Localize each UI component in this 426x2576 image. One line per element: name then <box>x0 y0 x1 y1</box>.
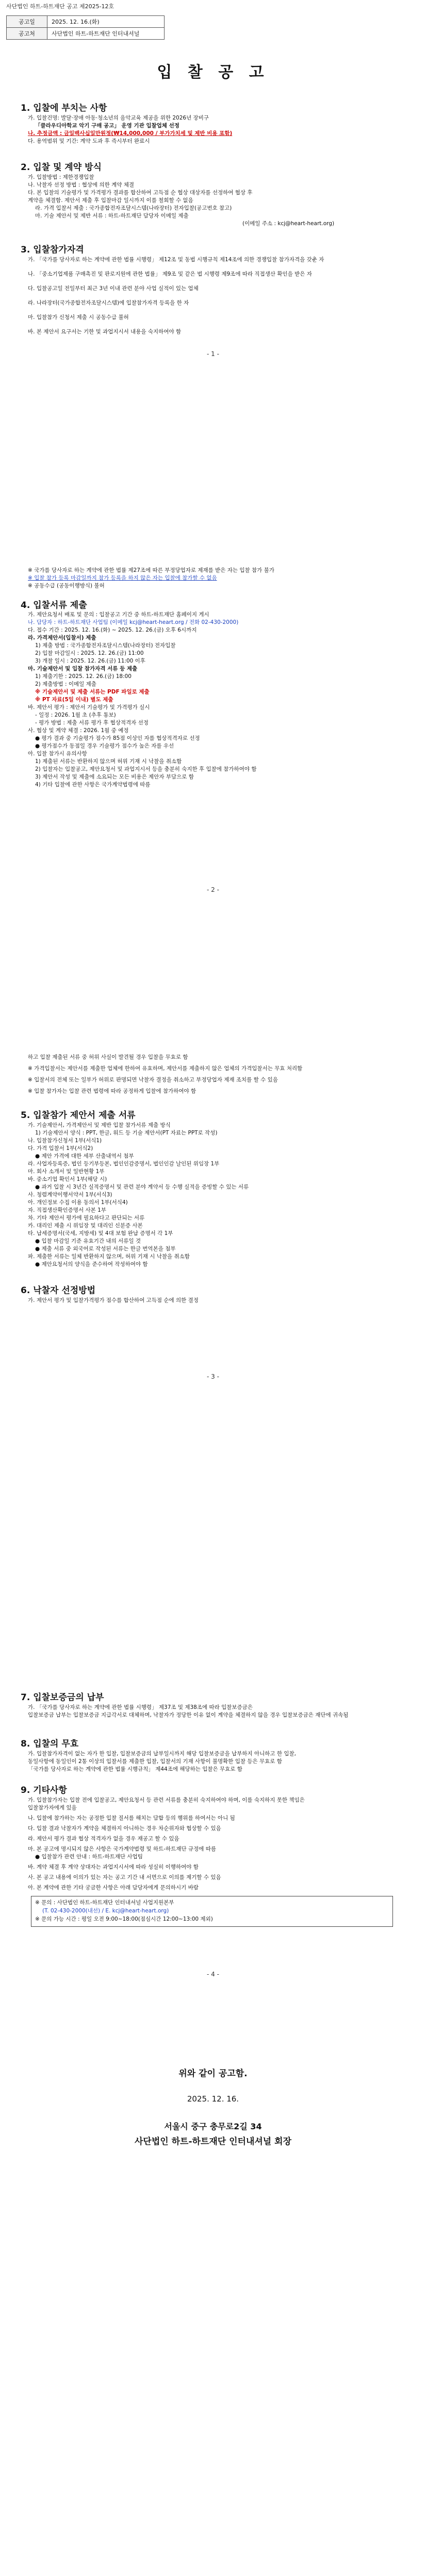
section-9-line: 바. 계약 체결 후 계약 상대자는 과업지시서에 따라 성실히 이행하여야 함 <box>28 1864 199 1870</box>
section-4-line: 3) 개찰 일시 : 2025. 12. 26.(금) 11:00 이후 <box>35 658 145 664</box>
section-4-line: - 일정 : 2026. 1월 초 (추후 통보) <box>35 712 116 718</box>
section-4-line: 나. 담당자 : 하트-하트재단 사업팀 (이메일 kcj@heart-heart.org / 전화 02-430-2000) <box>28 619 239 625</box>
section-6-title: 6. 낙찰자 선정방법 <box>21 1285 96 1296</box>
section-9-line: 마. 본 공고에 명시되지 않은 사항은 국가계약법령 및 하트-하트재단 규정에 따름 <box>28 1846 217 1852</box>
section-9-line: 아. 본 계약에 관한 기타 궁금한 사항은 아래 담당자에게 문의하시기 바람 <box>28 1885 199 1891</box>
section-4-line: 라. 가격제안서(입찰서) 제출 <box>28 635 96 641</box>
section-6-line: 가. 제안서 평가 및 입찰가격평가 점수를 합산하여 고득점 순에 의한 결정 <box>28 1297 199 1303</box>
section-5-line: ● 입찰 마감일 기준 유효기간 내의 서류일 것 <box>35 1238 141 1244</box>
section-3-cont-line: ※ 공동수급 (공동이행방식) 불허 <box>28 583 105 589</box>
section-5-line: ● 과거 입찰 시 3년간 실적증명서 및 관련 분야 계약서 등 수행 실적을 증빙할 수 있는 서류 <box>35 1184 249 1190</box>
section-4-line: 마. 기술제안서 및 입찰 참가자격 서류 등 제출 <box>28 666 138 672</box>
section-5-title: 5. 입찰참가 제안서 제출 서류 <box>21 1110 136 1121</box>
section-4-line: 2) 입찰 마감일시 : 2025. 12. 26.(금) 11:00 <box>35 650 144 656</box>
contact-line: (T. 02-430-2000(내선) / E. kcj@heart-heart.org) <box>42 1908 169 1914</box>
meta-value: 2025. 12. 16.(화) <box>47 16 165 28</box>
closing-address: 서울시 중구 충무로2길 34 <box>164 2122 262 2131</box>
closing-organization: 사단법인 하트-하트재단 인터내셔널 회장 <box>135 2137 291 2147</box>
page-number: - 3 - <box>207 1373 219 1380</box>
section-1-line: 가. 입찰건명: 발달·장애 아동·청소년의 음악교육 제공을 위한 2026년 장비구 <box>28 115 209 121</box>
document-title: 입 찰 공 고 <box>157 63 269 81</box>
section-9-line: ● 입찰참가 관련 안내 : 하트-하트재단 사업팀 <box>35 1854 143 1860</box>
contact-line: ※ 문의 : 사단법인 하트-하트재단 인터내셔널 사업지원본부 <box>35 1900 174 1906</box>
section-5-line: 아. 개인정보 수집 이용 동의서 1부(서식4) <box>28 1199 128 1206</box>
section-1-title: 1. 입찰에 부치는 사항 <box>21 103 107 113</box>
section-4-line: ※ PT 자료(5일 이내) 별도 제출 <box>35 697 113 703</box>
section-7-title: 7. 입찰보증금의 납부 <box>21 1692 104 1703</box>
contact-line: ※ 문의 가능 시간 : 평일 오전 9:00~18:00(점심시간 12:00~13:00 제외) <box>35 1916 213 1922</box>
section-3-line: 라. 나라장터(국가종합전자조달시스템)에 입찰참가자격 등록을 한 자 <box>28 300 189 306</box>
section-3-line: 마. 입찰참가 신청서 제출 시 공동수급 불허 <box>28 314 129 320</box>
section-3-title: 3. 입찰참가자격 <box>21 245 84 255</box>
section-4-cont-line: ※ 입찰 참가자는 입찰 관련 법령에 따라 공정하게 입찰에 참가하여야 함 <box>28 1088 196 1094</box>
page-2 <box>0 567 426 1056</box>
section-5-line: 차. 기타 제안서 평가에 필요하다고 판단되는 서류 <box>28 1215 145 1221</box>
section-2-line: 가. 입찰방법 : 제한경쟁입찰 <box>28 174 94 180</box>
section-2-line: 라. 가격 입찰서 제출 : 국가종합전자조달시스템(나라장터) 전자입찰(공고번호 참고) <box>35 205 232 211</box>
section-4-line: 2) 입찰자는 입찰공고, 제안요청서 및 과업지시서 등을 충분히 숙지한 후 입찰에 참가하여야 함 <box>35 766 257 772</box>
section-2-line: 마. 기술 제안서 및 제반 서류 : 하트-하트재단 담당자 이메일 제출 <box>35 213 189 219</box>
section-8-line: 가. 입찰참가자격이 없는 자가 한 입찰, 입찰보증금의 납부일시까지 해당 입찰보증금을 납부하지 아니하고 한 입찰, <box>28 1751 296 1757</box>
section-8-title: 8. 입찰의 무효 <box>21 1739 79 1749</box>
section-1-line: 다. 용역범위 및 기간: 계약 도과 후 즉시부터 완료시 <box>28 138 150 144</box>
section-4-line: 1) 제출 방법 : 국가종합전자조달시스템(나라장터) 전자입찰 <box>35 642 176 649</box>
section-2-line: (이메일 주소 : kcj@heart-heart.org) <box>242 221 335 227</box>
section-2-line: 계약을 체결함. 제안서 제출 후 입찰마감 일시까지 이를 철회할 수 없음 <box>28 197 193 204</box>
section-1-line: 「클라우디아학교 악기 구매 공고」 운영 기관 입찰업체 선정 <box>35 123 179 129</box>
section-5-line: 다. 가격 입찰서 1부(서식2) <box>28 1145 93 1151</box>
section-4-line: 가. 제안요청서 배포 및 문의 : 입찰공고 기간 중 하트-하트재단 홈페이지 게시 <box>28 612 209 618</box>
section-4-line: 바. 제안서 평가 : 제안서 기술평가 및 가격평가 실시 <box>28 704 150 710</box>
section-9-title: 9. 기타사항 <box>21 1785 67 1795</box>
section-4-title: 4. 입찰서류 제출 <box>21 600 87 611</box>
section-3-line: 나. 「중소기업제품 구매촉진 및 판로지원에 관한 법률」 제9조 및 같은 법 시행령 제9조에 따라 직접생산 확인을 받은 자 <box>28 271 312 277</box>
section-5-line: ● 제안요청서의 양식을 준수하여 작성하여야 함 <box>35 1261 148 1267</box>
section-9-line: 사. 본 공고 내용에 이의가 있는 자는 공고 기간 내 서면으로 이의를 제기할 수 있음 <box>28 1874 221 1880</box>
section-9-line: 가. 입찰참가자는 입찰 전에 입찰공고, 제안요청서 등 관련 서류를 충분히 숙지하여야 하며, 이를 숙지하지 못한 책임은 <box>28 1797 305 1803</box>
section-4-line: 아. 입찰 참가시 유의사항 <box>28 751 87 757</box>
section-4-line: 1) 제출된 서류는 반환하지 않으며 허위 기재 시 낙찰을 취소함 <box>35 758 182 765</box>
meta-key: 공고일 <box>7 16 47 28</box>
closing-date: 2025. 12. 16. <box>187 2094 239 2104</box>
section-3-cont-line: ※ 국가를 당사자로 하는 계약에 관한 법률 제27조에 따른 부정당업자로 제재를 받은 자는 입찰 참가 불가 <box>28 567 274 573</box>
page-number: - 4 - <box>207 1971 219 1978</box>
notice-meta-table <box>6 15 165 40</box>
section-4-line: 다. 접수 기간 : 2025. 12. 16.(화) ~ 2025. 12. 26.(금) 오후 6시까지 <box>28 627 197 633</box>
section-3-cont-line: ※ 입찰 참가 등록 마감일까지 참가 등록을 하지 않은 자는 입찰에 참가할 수 없음 <box>28 575 217 581</box>
section-5-line: 라. 사업자등록증, 법인 등기부등본, 법인인감증명서, 법인인감 날인된 위임장 1부 <box>28 1161 220 1167</box>
section-9-line: 다. 입찰 결과 낙찰자가 계약을 체결하지 아니하는 경우 차순위자와 협상할 수 있음 <box>28 1825 221 1832</box>
section-5-line: ● 제안 가격에 대한 세부 산출내역서 첨부 <box>35 1153 134 1159</box>
section-2-title: 2. 입찰 및 계약 방식 <box>21 162 102 173</box>
section-2-line: 나. 낙찰자 선정 방법 : 협상에 의한 계약 체결 <box>28 182 135 188</box>
section-4-cont-line: ※ 가격입찰서는 제안서를 제출한 업체에 한하여 유효하며, 제안서를 제출하지 않은 업체의 가격입찰서는 무효 처리함 <box>28 1065 303 1072</box>
section-4-line: 4) 기타 입찰에 관한 사항은 국가계약법령에 따름 <box>35 782 151 788</box>
section-4-cont-line: 하고 입찰 제출된 서류 중 허위 사실이 발견될 경우 입찰을 무효로 함 <box>28 1054 188 1060</box>
section-5-line: 나. 입찰참가신청서 1부(서식1) <box>28 1138 102 1144</box>
section-7-line: 가. 「국가를 당사자로 하는 계약에 관한 법률 시행령」 제37조 및 제38조에 따라 입찰보증금은 <box>28 1704 253 1710</box>
section-9-line: 입찰참가자에게 있음 <box>28 1805 77 1811</box>
page-5 <box>0 2174 426 2576</box>
section-8-line: 동일사항에 동일인이 2통 이상의 입찰서를 제출한 입찰, 입찰서의 기재 사항이 불명확한 입찰 등은 무효로 함 <box>28 1758 282 1765</box>
section-4-cont-line: ※ 입찰서의 전체 또는 일부가 허위로 판명되면 낙찰자 결정을 취소하고 부정당업자 제재 조치를 할 수 있음 <box>28 1077 278 1083</box>
meta-value: 사단법인 하트-하트재단 인터내셔널 <box>47 28 165 40</box>
meta-key: 공고처 <box>7 28 47 40</box>
section-4-line: ● 평가점수가 동점일 경우 기술평가 점수가 높은 자를 우선 <box>35 743 174 749</box>
section-4-line: - 평가 방법 : 제출 서류 평가 후 협상적격자 선정 <box>35 720 149 726</box>
section-7-line: 입찰보증금 납부는 입찰보증금 지급각서로 대체하며, 낙찰자가 정당한 이유 없이 계약을 체결하지 않을 경우 입찰보증금은 재단에 귀속됨 <box>28 1712 349 1718</box>
section-5-line: 바. 중소기업 확인서 1부(해당 시) <box>28 1176 107 1182</box>
page-number: - 2 - <box>207 886 219 893</box>
closing-statement: 위와 같이 공고함. <box>178 2069 248 2079</box>
section-4-line: 1) 제출기한 : 2025. 12. 26.(금) 18:00 <box>35 673 132 680</box>
page-3 <box>0 1043 426 1558</box>
section-4-line: ※ 기술제안서 및 제출 서류는 PDF 파일로 제출 <box>35 689 150 695</box>
section-3-line: 가. 「국가를 당사자로 하는 계약에 관한 법률 시행령」 제12조 및 동법 시행규칙 제14조에 의한 경쟁입찰 참가자격을 갖춘 자 <box>28 257 324 263</box>
section-5-line: 1) 기술제안서 양식 : PPT, 한글, 워드 등 기술 제안서(PT 자료는 PPT로 작성) <box>35 1130 218 1136</box>
section-4-line: 사. 협상 및 계약 체결 : 2026. 1월 중 예정 <box>28 727 129 734</box>
section-9-line: 라. 제안서 평가 결과 협상 적격자가 없을 경우 재공고 할 수 있음 <box>28 1836 179 1842</box>
section-3-line: 다. 입찰공고일 전일부터 최근 3년 이내 관련 분야 사업 실적이 있는 업체 <box>28 285 199 292</box>
section-5-line: 가. 기술제안서, 가격제안서 및 제반 입찰 참가서류 제출 방식 <box>28 1122 171 1128</box>
section-5-line: 카. 대리인 제출 시 위임장 및 대리인 신분증 사본 <box>28 1223 143 1229</box>
notice-reference: 사단법인 하트-하트재단 공고 제2025-12호 <box>6 3 114 10</box>
section-3-line: 바. 본 제안서 요구서는 기한 및 과업지시서 내용을 숙지하여야 함 <box>28 329 182 335</box>
page-number: - 1 - <box>207 350 219 358</box>
section-5-line: 자. 직접생산확인증명서 사본 1부 <box>28 1207 106 1213</box>
section-4-line: 2) 제출방법 : 이메일 제출 <box>35 681 96 687</box>
section-5-line: 사. 청렴계약이행서약서 1부(서식3) <box>28 1192 112 1198</box>
section-4-line: 3) 제안서 작성 및 제출에 소요되는 모든 비용은 제안자 부담으로 함 <box>35 774 194 780</box>
section-5-line: 마. 회사 소개서 및 일반현황 1부 <box>28 1168 105 1175</box>
section-2-line: 다. 본 입찰의 기술평가 및 가격평가 결과를 합산하여 고득점 순 협상 대상자를 선정하여 협상 후 <box>28 190 253 196</box>
section-5-line: ● 제출 서류 중 외국어로 작성된 서류는 한글 번역본을 첨부 <box>35 1246 176 1252</box>
section-1-line: 나. 추정금액 : 금일백사십일만원정(₩14,000,000 / 부가가치세 및 제반 비용 포함) <box>28 130 233 137</box>
section-5-line: 파. 제출한 서류는 일체 반환하지 않으며, 허위 기재 시 낙찰을 취소함 <box>28 1253 190 1260</box>
section-5-line: 타. 납세증명서(국세, 지방세) 및 4대 보험 완납 증명서 각 1부 <box>28 1230 173 1236</box>
page-4 <box>0 1587 426 2164</box>
section-8-line: 「국가를 당사자로 하는 계약에 관한 법률 시행규칙」 제44조에 해당하는 입찰은 무효로 함 <box>28 1766 242 1772</box>
section-9-line: 나. 입찰에 참가하는 자는 공정한 입찰 질서를 해치는 담합 등의 행위를 하여서는 아니 됨 <box>28 1815 235 1821</box>
section-4-line: ● 평가 결과 중 기술평가 점수가 85점 이상인 자를 협상적격자로 선정 <box>35 735 200 741</box>
